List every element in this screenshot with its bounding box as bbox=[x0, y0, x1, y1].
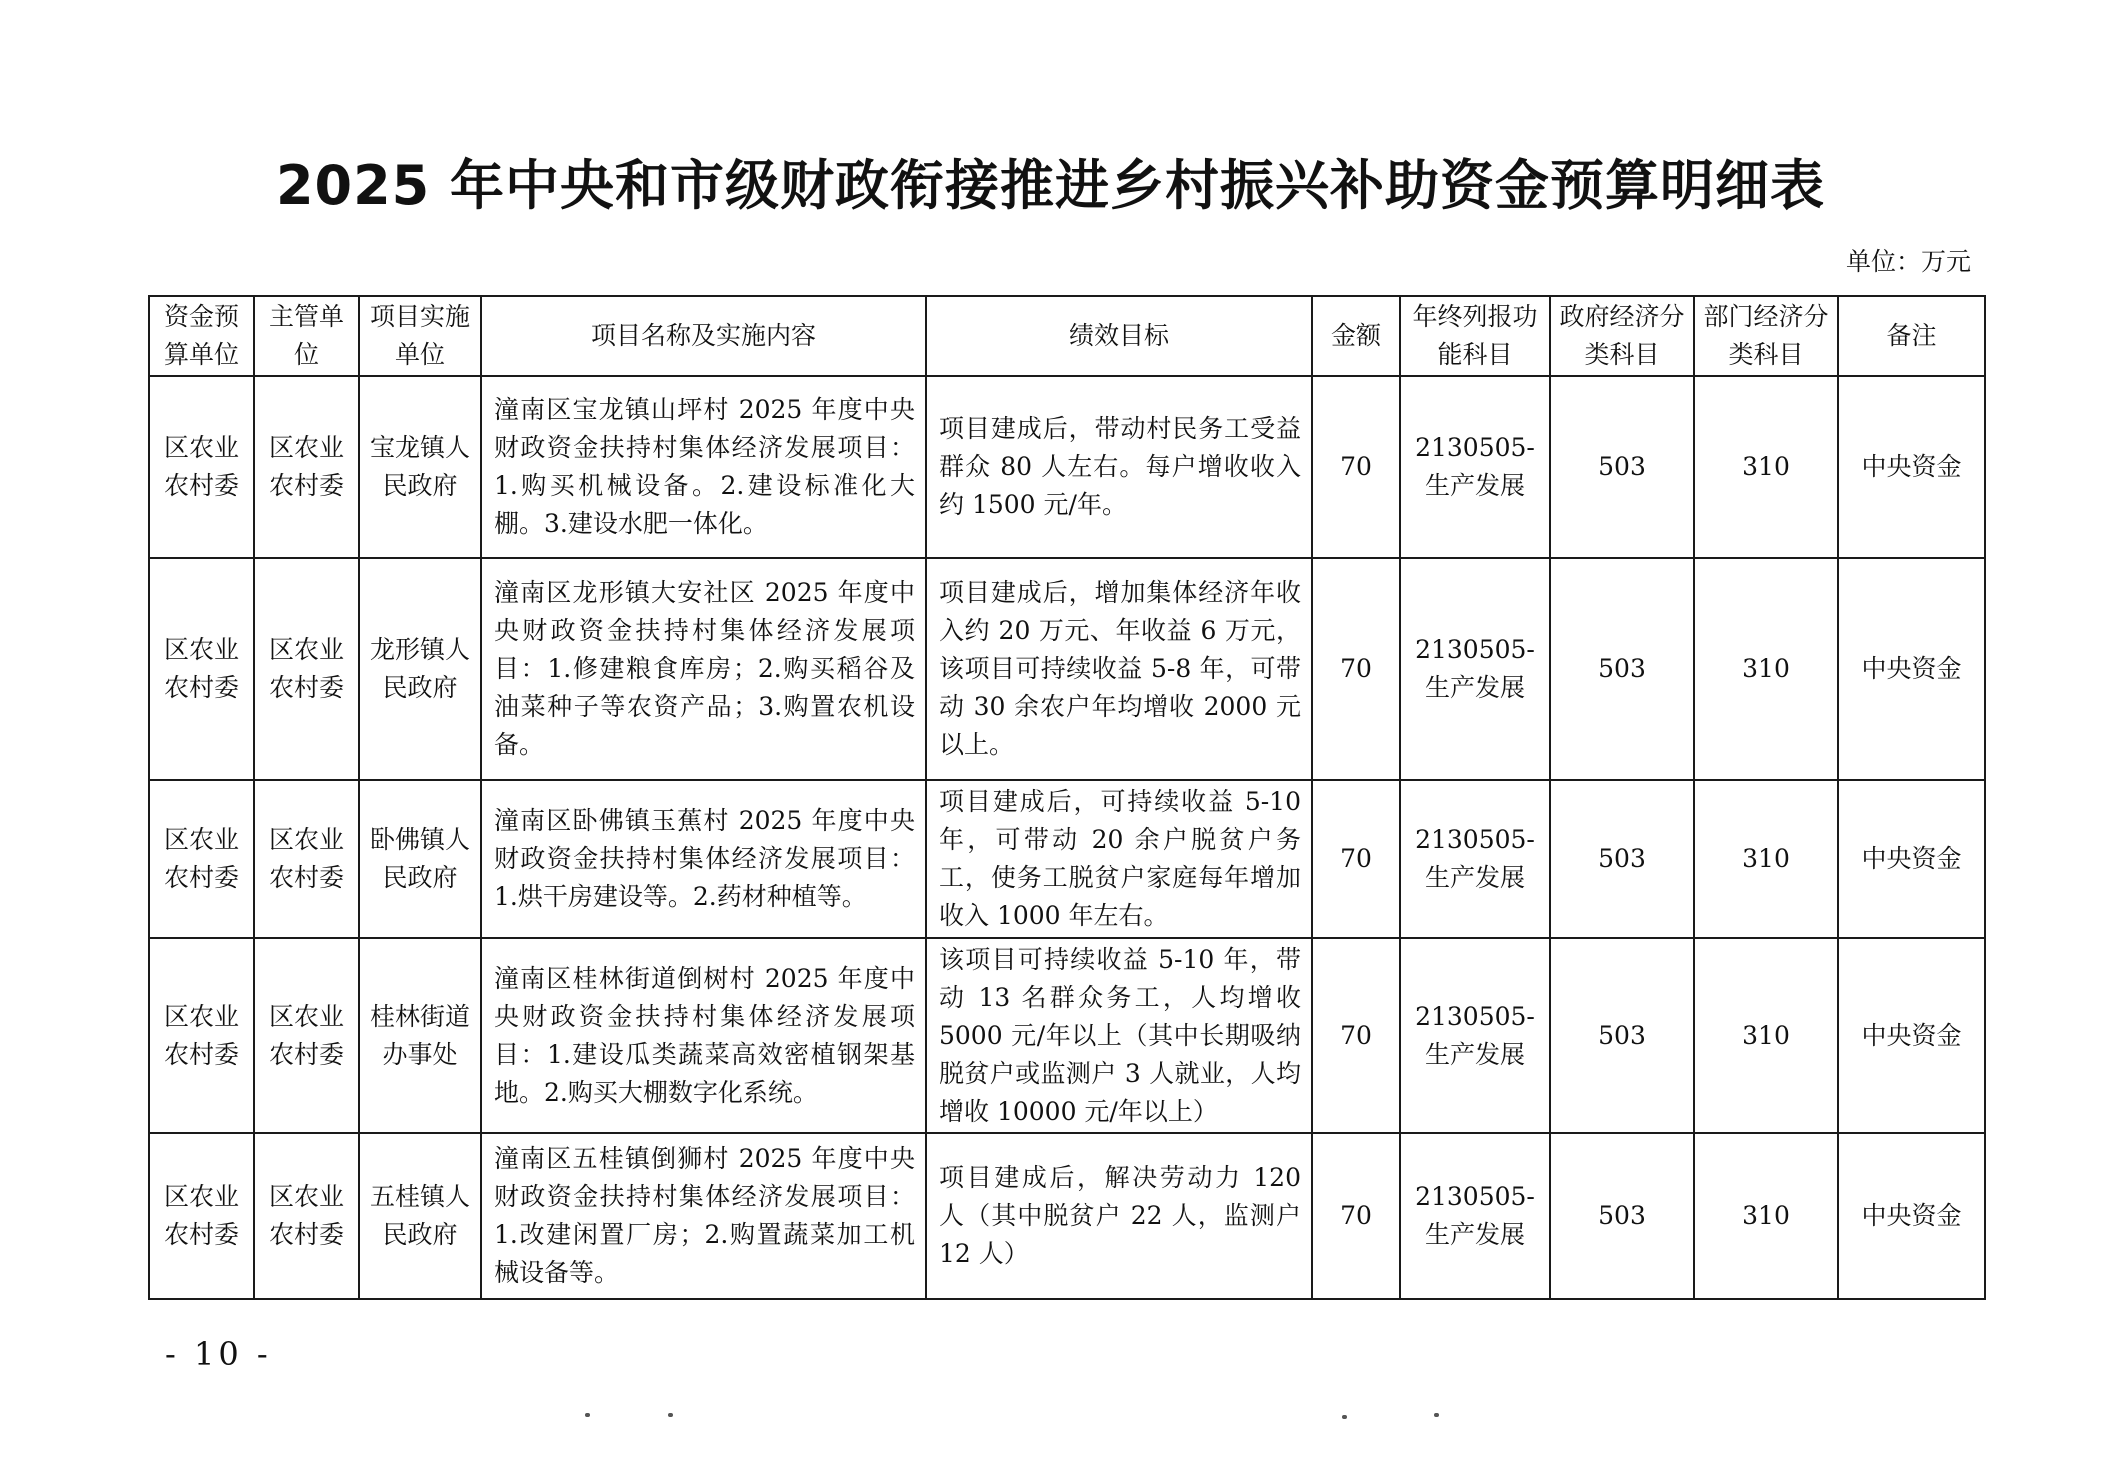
cell-performance: 该项目可持续收益 5-10 年，带动 13 名群众务工，人均增收 5000 元/年以上（其中长期吸纳脱贫户或监测户 3 人就业，人均增收 10000 元/年以上） bbox=[926, 938, 1312, 1133]
cell-project: 潼南区桂林街道倒树村 2025 年度中央财政资金扶持村集体经济发展项目：1.建设瓜类蔬菜高效密植钢架基地。2.购买大棚数字化系统。 bbox=[481, 938, 926, 1133]
cell-budget-unit: 区农业农村委 bbox=[149, 1133, 254, 1299]
cell-dept-econ: 310 bbox=[1694, 938, 1838, 1133]
cell-performance: 项目建成后，带动村民务工受益群众 80 人左右。每户增收收入约 1500 元/年。 bbox=[926, 376, 1312, 558]
cell-supervising-unit: 区农业农村委 bbox=[254, 376, 359, 558]
cell-implementing-unit: 宝龙镇人民政府 bbox=[359, 376, 481, 558]
header-remark: 备注 bbox=[1838, 296, 1985, 376]
cell-function-subject: 2130505-生产发展 bbox=[1400, 938, 1550, 1133]
cell-supervising-unit: 区农业农村委 bbox=[254, 558, 359, 780]
header-function-subject: 年终列报功能科目 bbox=[1400, 296, 1550, 376]
cell-project: 潼南区宝龙镇山坪村 2025 年度中央财政资金扶持村集体经济发展项目：1.购买机械设备。2.建设标准化大棚。3.建设水肥一体化。 bbox=[481, 376, 926, 558]
scan-speck bbox=[585, 1413, 590, 1417]
budget-table bbox=[148, 295, 1986, 1300]
header-supervising-unit: 主管单位 bbox=[254, 296, 359, 376]
cell-implementing-unit: 桂林街道办事处 bbox=[359, 938, 481, 1133]
cell-project: 潼南区五桂镇倒狮村 2025 年度中央财政资金扶持村集体经济发展项目：1.改建闲置厂房；2.购置蔬菜加工机械设备等。 bbox=[481, 1133, 926, 1299]
cell-dept-econ: 310 bbox=[1694, 558, 1838, 780]
cell-implementing-unit: 五桂镇人民政府 bbox=[359, 1133, 481, 1299]
header-dept-econ: 部门经济分类科目 bbox=[1694, 296, 1838, 376]
cell-remark: 中央资金 bbox=[1838, 780, 1985, 938]
cell-amount: 70 bbox=[1312, 938, 1400, 1133]
cell-gov-econ: 503 bbox=[1550, 558, 1694, 780]
scan-speck bbox=[668, 1413, 673, 1417]
scan-speck bbox=[1342, 1415, 1347, 1419]
cell-gov-econ: 503 bbox=[1550, 376, 1694, 558]
table-row bbox=[149, 376, 1985, 558]
cell-project: 潼南区龙形镇大安社区 2025 年度中央财政资金扶持村集体经济发展项目：1.修建粮食库房；2.购买稻谷及油菜种子等农资产品；3.购置农机设备。 bbox=[481, 558, 926, 780]
header-gov-econ: 政府经济分类科目 bbox=[1550, 296, 1694, 376]
cell-remark: 中央资金 bbox=[1838, 376, 1985, 558]
cell-dept-econ: 310 bbox=[1694, 1133, 1838, 1299]
scan-speck bbox=[1434, 1413, 1439, 1417]
cell-remark: 中央资金 bbox=[1838, 938, 1985, 1133]
cell-gov-econ: 503 bbox=[1550, 938, 1694, 1133]
cell-supervising-unit: 区农业农村委 bbox=[254, 938, 359, 1133]
cell-performance: 项目建成后，解决劳动力 120 人（其中脱贫户 22 人，监测户 12 人） bbox=[926, 1133, 1312, 1299]
cell-supervising-unit: 区农业农村委 bbox=[254, 780, 359, 938]
page-title: 2025 年中央和市级财政衔接推进乡村振兴补助资金预算明细表 bbox=[275, 154, 1826, 217]
table-row bbox=[149, 1133, 1985, 1299]
cell-budget-unit: 区农业农村委 bbox=[149, 938, 254, 1133]
cell-remark: 中央资金 bbox=[1838, 558, 1985, 780]
cell-gov-econ: 503 bbox=[1550, 780, 1694, 938]
cell-remark: 中央资金 bbox=[1838, 1133, 1985, 1299]
cell-amount: 70 bbox=[1312, 376, 1400, 558]
cell-supervising-unit: 区农业农村委 bbox=[254, 1133, 359, 1299]
cell-dept-econ: 310 bbox=[1694, 780, 1838, 938]
cell-amount: 70 bbox=[1312, 780, 1400, 938]
page-number: - 10 - bbox=[165, 1335, 272, 1373]
unit-label: 单位：万元 bbox=[1845, 247, 1971, 276]
header-implementing-unit: 项目实施单位 bbox=[359, 296, 481, 376]
cell-amount: 70 bbox=[1312, 1133, 1400, 1299]
table-header-row bbox=[149, 296, 1985, 376]
header-budget-unit: 资金预算单位 bbox=[149, 296, 254, 376]
cell-amount: 70 bbox=[1312, 558, 1400, 780]
cell-function-subject: 2130505-生产发展 bbox=[1400, 1133, 1550, 1299]
cell-performance: 项目建成后，增加集体经济年收入约 20 万元、年收益 6 万元，该项目可持续收益 5-8 年，可带动 30 余农户年均增收 2000 元以上。 bbox=[926, 558, 1312, 780]
cell-budget-unit: 区农业农村委 bbox=[149, 780, 254, 938]
cell-project: 潼南区卧佛镇玉蕉村 2025 年度中央财政资金扶持村集体经济发展项目：1.烘干房建设等。2.药材种植等。 bbox=[481, 780, 926, 938]
table-row bbox=[149, 780, 1985, 938]
cell-implementing-unit: 龙形镇人民政府 bbox=[359, 558, 481, 780]
cell-budget-unit: 区农业农村委 bbox=[149, 558, 254, 780]
header-amount: 金额 bbox=[1312, 296, 1400, 376]
cell-function-subject: 2130505-生产发展 bbox=[1400, 558, 1550, 780]
cell-budget-unit: 区农业农村委 bbox=[149, 376, 254, 558]
cell-performance: 项目建成后，可持续收益 5-10 年，可带动 20 余户脱贫户务工，使务工脱贫户家庭每年增加收入 1000 年左右。 bbox=[926, 780, 1312, 938]
cell-function-subject: 2130505-生产发展 bbox=[1400, 376, 1550, 558]
table-row bbox=[149, 558, 1985, 780]
table-row bbox=[149, 938, 1985, 1133]
cell-implementing-unit: 卧佛镇人民政府 bbox=[359, 780, 481, 938]
cell-gov-econ: 503 bbox=[1550, 1133, 1694, 1299]
header-performance: 绩效目标 bbox=[926, 296, 1312, 376]
header-project: 项目名称及实施内容 bbox=[481, 296, 926, 376]
cell-dept-econ: 310 bbox=[1694, 376, 1838, 558]
cell-function-subject: 2130505-生产发展 bbox=[1400, 780, 1550, 938]
